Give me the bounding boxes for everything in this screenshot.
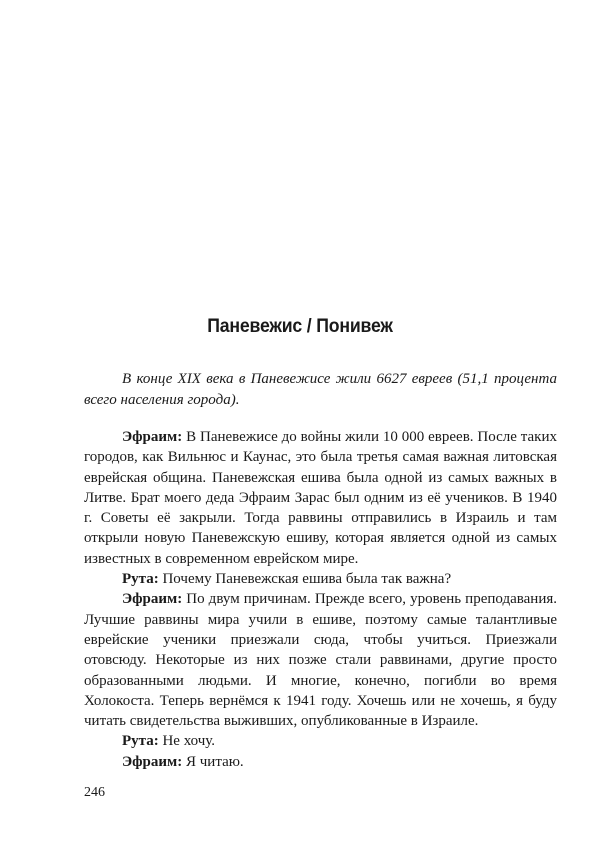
chapter-title: Паневежис / Понивеж bbox=[207, 316, 393, 337]
speaker-name: Эфраим: bbox=[122, 591, 183, 608]
dialogue-text: Почему Паневежская ешива была так важна? bbox=[158, 571, 452, 588]
dialogue-paragraph bbox=[84, 752, 557, 772]
dialogue-text: Я читаю. bbox=[182, 753, 244, 770]
dialogue-paragraph bbox=[84, 731, 557, 751]
dialogue-text: В Паневежисе до войны жили 10 000 евреев. После таких городов, как Вильнюс и Каунас, это была третья самая важная литовская еврейская община. Паневежская ешива была одной из самых важных в Литве. Брат моего деда Эфраим Зарас был одним из её учеников. В 1940 г. Советы её закрыли. Тогда раввины отправились в Израиль и там открыли новую Паневежскую ешиву, которая является одной из самых известных в современном еврейском мире. bbox=[84, 429, 557, 567]
dialogue-paragraph bbox=[84, 569, 557, 589]
speaker-name: Рута: bbox=[122, 571, 159, 588]
speaker-name: Эфраим: bbox=[122, 429, 183, 445]
dialogue-paragraph bbox=[84, 589, 557, 731]
dialogue-text: По двум причинам. Прежде всего, уровень преподавания. Лучшие раввины мира учили в ешиве, поэтому самые талантливые еврейские ученики приезжали сюда, чтобы учиться. Приезжали отовсюду. Некоторые из них позже стали раввинами, другие просто образованными людьми. И многие, конечно, погибли во время Холокоста. Теперь вернёмся к 1941 году. Хочешь или не хочешь, я буду читать свидетельства выживших, опубликованные в Израиле. bbox=[84, 591, 557, 730]
dialogue-text: Не хочу. bbox=[158, 733, 216, 750]
page-number: 246 bbox=[84, 785, 105, 800]
speaker-name: Эфраим: bbox=[122, 753, 183, 770]
intro-paragraph: В конце XIX века в Паневежисе жили 6627 евреев (51,1 процента всего населения города). bbox=[84, 371, 557, 408]
speaker-name: Рута: bbox=[122, 733, 159, 750]
dialogue-paragraph bbox=[84, 427, 557, 569]
dialogue-body bbox=[84, 427, 557, 772]
